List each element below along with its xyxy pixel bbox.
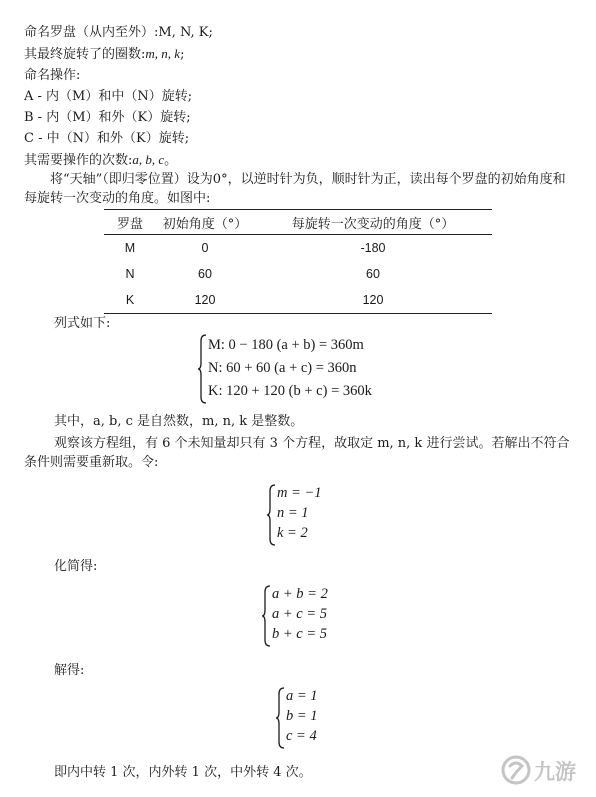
intro-line-rotation-counts: 其最终旋转了的圈数:m, n, k;	[24, 46, 185, 62]
table-cell: N	[125, 267, 135, 281]
table-header-cell: 每旋转一次变动的角度（°）	[254, 210, 492, 235]
equation-row: M: 0 − 180 (a + b) = 360m	[208, 337, 364, 353]
angle-table	[104, 209, 492, 314]
watermark-text: 九游	[534, 760, 576, 784]
intro-line-compass-names: 命名罗盘（从内至外）:M, N, K;	[24, 25, 213, 40]
equation-row: a + b = 2	[272, 586, 328, 602]
paragraph-trial-method: 观察该方程组，有 6 个未知量却只有 3 个方程，故取定 m, n, k 进行尝试。若解出不符合条件则需要重新取。令:	[24, 436, 570, 470]
equation-system-chosen-values	[267, 483, 357, 547]
simplify-label: 化简得:	[54, 559, 98, 574]
paragraph-variable-domains: 其中，a, b, c 是自然数，m, n, k 是整数。	[54, 414, 304, 429]
table-header-row	[104, 210, 492, 235]
table-cell: K	[104, 287, 156, 314]
equation-row: a = 1	[286, 688, 318, 704]
jiuyou-logo-icon	[500, 752, 588, 788]
left-brace-icon	[262, 584, 272, 648]
equation-row: K: 120 + 120 (b + c) = 360k	[208, 383, 372, 399]
equation-row: b + c = 5	[272, 626, 328, 642]
intro-line-operations-heading: 命名操作:	[24, 68, 81, 83]
equation-row: m = −1	[277, 485, 322, 501]
intro-line-operation-c: C - 中（N）和外（K）旋转;	[24, 131, 190, 146]
equation-system-original	[198, 333, 438, 405]
intro-line-operation-a: A - 内（M）和中（N）旋转;	[24, 89, 193, 104]
equation-row: N: 60 + 60 (a + c) = 360n	[208, 360, 357, 376]
watermark-logo	[500, 752, 588, 792]
table-cell: 60	[366, 267, 380, 281]
table-cell: 60	[198, 267, 212, 281]
table-row	[104, 261, 492, 287]
table-cell: 0	[201, 241, 209, 255]
table-header-cell: 罗盘	[104, 210, 156, 235]
equation-row: a + c = 5	[272, 606, 328, 622]
intro-line-operation-b: B - 内（M）和外（K）旋转;	[24, 110, 191, 125]
intro-line-operation-counts: 其需要操作的次数:a, b, c。	[24, 152, 178, 168]
table-cell: -180	[360, 241, 386, 255]
formula-label: 列式如下:	[54, 316, 111, 331]
left-brace-icon	[276, 686, 286, 750]
table-cell: M	[124, 241, 136, 255]
left-brace-icon	[198, 333, 208, 405]
equation-row: n = 1	[277, 505, 309, 521]
equation-system-simplified	[262, 584, 372, 648]
table-row	[104, 287, 492, 314]
table-row	[104, 235, 492, 262]
equation-row: c = 4	[286, 728, 317, 744]
conclusion-text: 即内中转 1 次，内外转 1 次，中外转 4 次。	[54, 765, 312, 780]
paragraph-axis-setup: 将“天轴”（即归零位置）设为0°，以逆时针为负，顺时针为正，读出每个罗盘的初始角度和每旋转一次变动的角度。如图中:	[24, 172, 566, 206]
table-cell: 120	[156, 287, 254, 314]
table-cell: 120	[254, 287, 492, 314]
equation-row: k = 2	[277, 525, 308, 541]
equation-row: b = 1	[286, 708, 318, 724]
equation-system-solution	[276, 686, 356, 750]
table-header-cell: 初始角度（°）	[156, 210, 254, 235]
left-brace-icon	[267, 483, 277, 547]
solve-label: 解得:	[54, 663, 85, 678]
